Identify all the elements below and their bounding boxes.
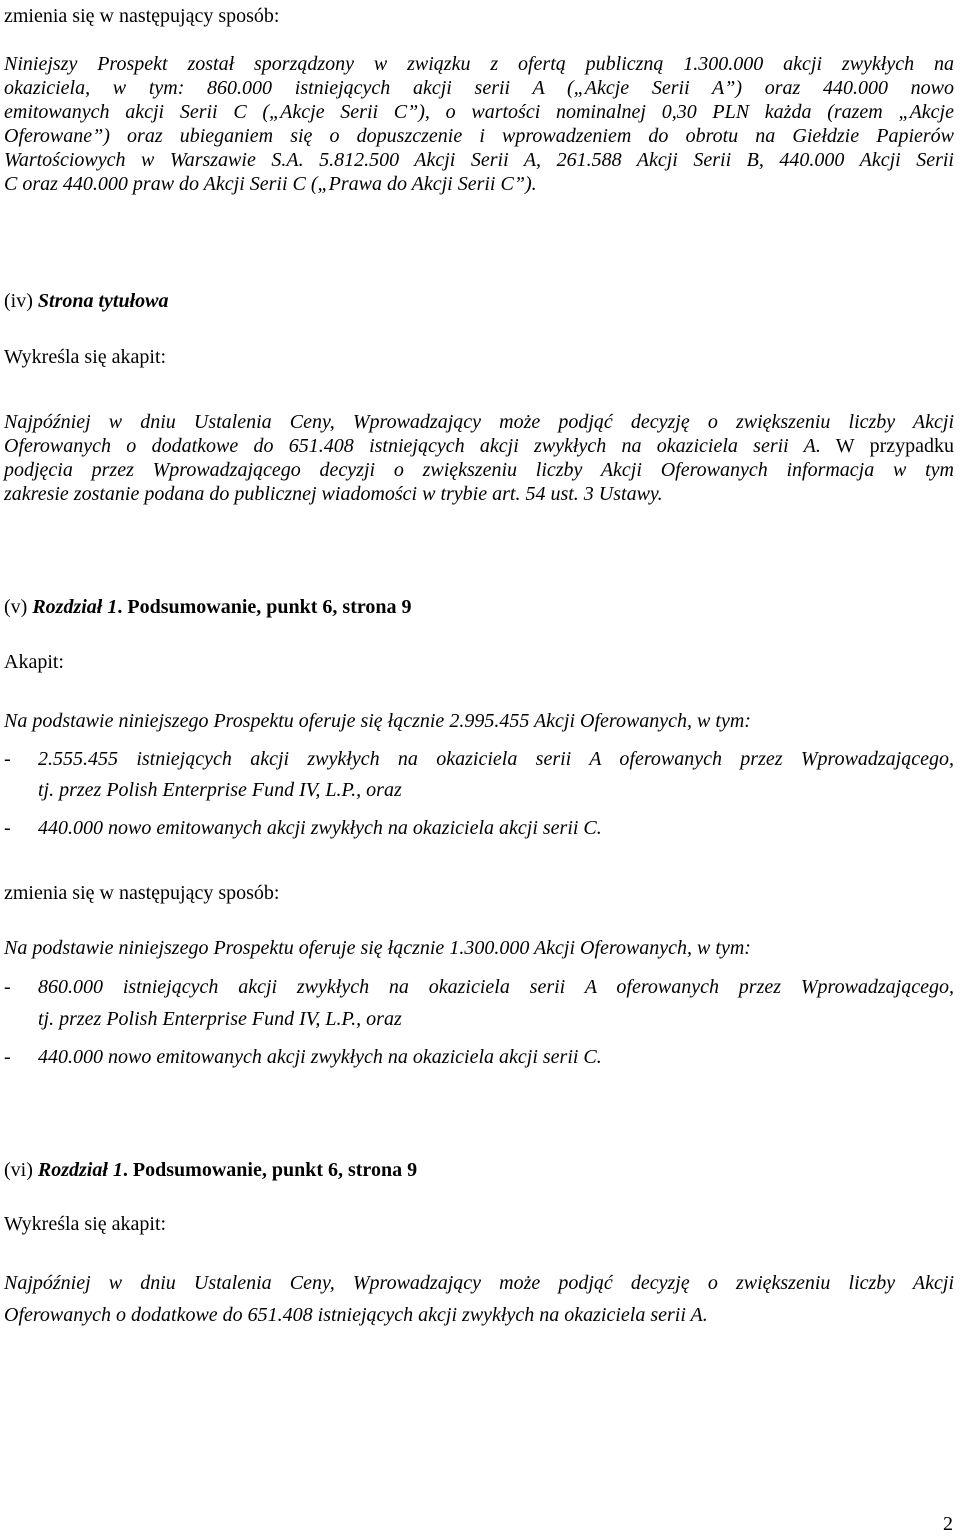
new-text-intro: Na podstawie niniejszego Prospektu oferuje się łącznie 1.300.000 Akcji Oferowanych, w tym:	[4, 937, 751, 959]
new-item-1-dash: -	[4, 976, 11, 998]
section-v-title-part2: . Podsumowanie, punkt 6, strona 9	[117, 596, 412, 618]
section-iv-line-2-tail: W przypadku	[820, 435, 954, 457]
intro-line-6: C oraz 440.000 praw do Akcji Serii C („Prawa do Akcji Serii C”).	[4, 173, 537, 195]
intro-line-4: Oferowane”) oraz ubieganiem się o dopuszczenie i wprowadzeniem do obrotu na Giełdzie Papierów	[4, 125, 954, 147]
old-text-intro: Na podstawie niniejszego Prospektu oferuje się łącznie 2.995.455 Akcji Oferowanych, w tym:	[4, 710, 751, 732]
section-iv-number: (iv)	[4, 290, 38, 312]
section-v-title-part1: Rozdział 1	[32, 596, 118, 618]
section-iv-heading	[4, 289, 169, 313]
old-item-1-dash: -	[4, 748, 11, 770]
section-vi-line-1: Najpóźniej w dniu Ustalenia Ceny, Wprowadzający może podjąć decyzję o zwiększeniu liczby Akcji	[4, 1272, 954, 1294]
section-vi-instruction: Wykreśla się akapit:	[4, 1213, 167, 1235]
section-iv-title: Strona tytułowa	[37, 290, 169, 312]
new-item-2-dash: -	[4, 1046, 11, 1068]
section-vi-number: (vi)	[4, 1159, 38, 1181]
section-vi-heading	[4, 1158, 417, 1182]
section-v-change-label: zmienia się w następujący sposób:	[4, 882, 280, 904]
section-v-number: (v)	[4, 596, 33, 618]
page-number: 2	[943, 1513, 953, 1535]
section-vi-line-2: Oferowanych o dodatkowe do 651.408 istniejących akcji zwykłych na okaziciela serii A.	[4, 1304, 708, 1326]
old-item-1-line-1: 2.555.455 istniejących akcji zwykłych na okaziciela serii A oferowanych przez Wprowadzającego,	[38, 748, 954, 770]
section-v-heading	[4, 595, 412, 619]
intro-line-1: Niniejszy Prospekt został sporządzony w związku z ofertą publiczną 1.300.000 akcji zwykłych na	[4, 53, 954, 75]
old-item-2-dash: -	[4, 817, 11, 839]
old-item-2: 440.000 nowo emitowanych akcji zwykłych na okaziciela akcji serii C.	[38, 817, 602, 839]
section-iv-line-1: Najpóźniej w dniu Ustalenia Ceny, Wprowadzający może podjąć decyzję o zwiększeniu liczby Akcji	[4, 411, 954, 433]
section-iv-line-2	[4, 434, 954, 458]
intro-heading: zmienia się w następujący sposób:	[4, 5, 280, 27]
section-iv-instruction: Wykreśla się akapit:	[4, 346, 167, 368]
section-vi-title-part1: Rozdział 1	[37, 1159, 123, 1181]
section-iv-line-3: podjęcia przez Wprowadzającego decyzji o zwiększeniu liczby Akcji Oferowanych informacja w tym	[4, 459, 954, 481]
new-item-1-line-1: 860.000 istniejących akcji zwykłych na okaziciela serii A oferowanych przez Wprowadzającego,	[38, 976, 954, 998]
intro-line-5: Wartościowych w Warszawie S.A. 5.812.500 Akcji Serii A, 261.588 Akcji Serii B, 440.000 Akcji Serii	[4, 149, 954, 171]
new-item-2: 440.000 nowo emitowanych akcji zwykłych na okaziciela akcji serii C.	[38, 1046, 602, 1068]
section-vi-title-part2: . Podsumowanie, punkt 6, strona 9	[122, 1159, 418, 1181]
intro-line-3: emitowanych akcji Serii C („Akcje Serii C”), o wartości nominalnej 0,30 PLN każda (razem „Akcje	[4, 101, 954, 123]
intro-line-2: okaziciela, w tym: 860.000 istniejących akcji serii A („Akcje Serii A”) oraz 440.000 nowo	[4, 77, 954, 99]
section-iv-line-2-italic: Oferowanych o dodatkowe do 651.408 istniejących akcji zwykłych na okaziciela serii A.	[4, 435, 821, 457]
section-iv-line-4: zakresie zostanie podana do publicznej wiadomości w trybie art. 54 ust. 3 Ustawy.	[4, 483, 663, 505]
section-v-instruction: Akapit:	[4, 651, 64, 673]
old-item-1-line-2: tj. przez Polish Enterprise Fund IV, L.P., oraz	[38, 779, 402, 801]
new-item-1-line-2: tj. przez Polish Enterprise Fund IV, L.P., oraz	[38, 1008, 402, 1030]
